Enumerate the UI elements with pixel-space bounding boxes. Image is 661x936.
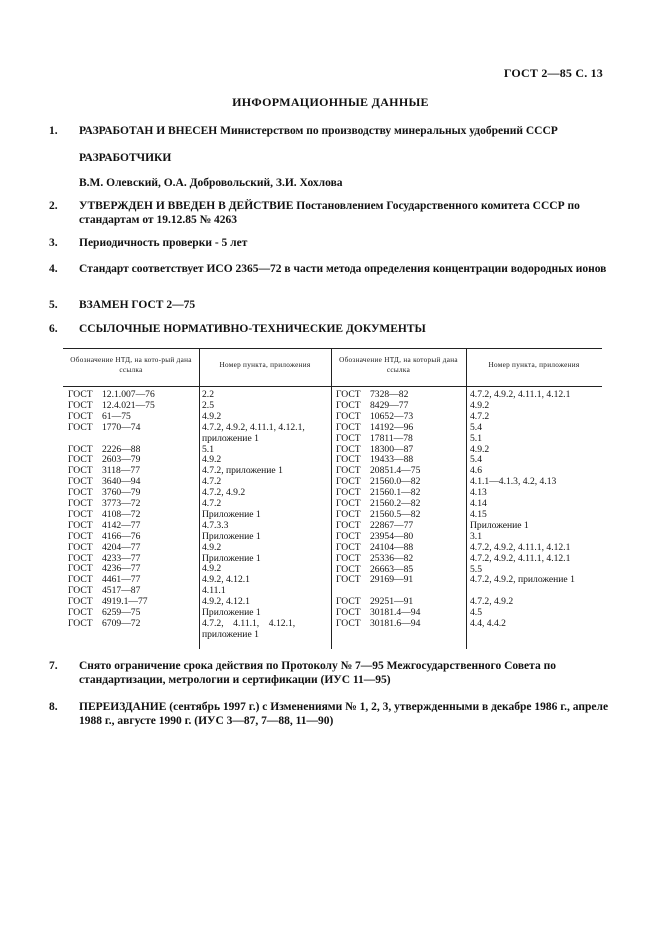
doc-number: 2603—79 bbox=[102, 454, 141, 466]
section-number: 1. bbox=[49, 125, 58, 137]
doc-number: 3640—94 bbox=[102, 476, 141, 488]
section-text: ВЗАМЕН ГОСТ 2—75 bbox=[79, 299, 196, 311]
doc-number: 2226—88 bbox=[102, 443, 141, 455]
doc-number: 19433—88 bbox=[370, 454, 414, 466]
doc-prefix: ГОСТ bbox=[68, 585, 93, 597]
table-row-clause: 4.7.2, 4.9.2 bbox=[202, 487, 246, 499]
doc-prefix: ГОСТ bbox=[336, 476, 361, 488]
doc-prefix: ГОСТ bbox=[68, 443, 93, 455]
table-row-clause: 4.9.2, 4.12.1 bbox=[202, 574, 250, 586]
doc-number: 3773—72 bbox=[102, 498, 141, 510]
column-divider bbox=[199, 349, 200, 649]
table-row-clause: Приложение 1 bbox=[202, 607, 261, 619]
header-doc-right: Обозначение НТД, на который дана ссылка bbox=[339, 356, 458, 374]
doc-number: 3760—79 bbox=[102, 487, 141, 499]
doc-number: 20851.4—75 bbox=[370, 465, 421, 477]
doc-prefix: ГОСТ bbox=[336, 389, 361, 400]
table-row-clause: 2.2 bbox=[202, 389, 214, 400]
section-number: 7. bbox=[49, 660, 58, 672]
table-row-clause: 4.11.1 bbox=[202, 585, 226, 597]
table-row-doc bbox=[336, 423, 464, 434]
doc-number: 4919.1—77 bbox=[102, 596, 148, 608]
table-row-doc bbox=[68, 619, 198, 641]
developers-label: РАЗРАБОТЧИКИ bbox=[79, 152, 172, 164]
table-row-clause: 4.7.2, 4.9.2, 4.11.1, 4.12.1 bbox=[470, 552, 571, 564]
doc-prefix: ГОСТ bbox=[336, 432, 361, 444]
section-text: РАЗРАБОТАН И ВНЕСЕН Министерством по производству минеральных удобрений СССР bbox=[79, 125, 558, 137]
table-row-doc bbox=[336, 619, 464, 630]
doc-prefix: ГОСТ bbox=[68, 596, 93, 608]
doc-prefix: ГОСТ bbox=[336, 618, 361, 630]
table-row-clause: 4.7.2, 4.9.2, приложение 1 bbox=[470, 574, 575, 586]
doc-prefix: ГОСТ bbox=[68, 563, 93, 575]
doc-prefix: ГОСТ bbox=[68, 618, 93, 630]
table-row-clause: 4.13 bbox=[470, 487, 487, 499]
header-clause-left: Номер пункта, приложения bbox=[219, 361, 311, 369]
table-row-clause: 3.1 bbox=[470, 530, 482, 542]
column-divider bbox=[466, 349, 467, 649]
doc-number: 1770—74 bbox=[102, 421, 141, 433]
section-6 bbox=[49, 322, 617, 336]
doc-number: 61—75 bbox=[102, 410, 131, 422]
doc-prefix: ГОСТ bbox=[336, 399, 361, 411]
doc-number: 4166—76 bbox=[102, 530, 141, 542]
doc-prefix: ГОСТ bbox=[68, 541, 93, 553]
page-title: ИНФОРМАЦИОННЫЕ ДАННЫЕ bbox=[232, 95, 429, 109]
doc-number: 4142—77 bbox=[102, 519, 141, 531]
table-row-clause: 5.1 bbox=[470, 432, 482, 444]
table-row-clause: Приложение 1 bbox=[470, 519, 529, 531]
column-divider bbox=[331, 349, 332, 649]
table-row-doc bbox=[68, 423, 198, 445]
page-header: ГОСТ 2—85 С. 13 bbox=[503, 66, 603, 80]
section-text: Снято ограничение срока действия по Протоколу № 7—95 Межгосударственного Совета по стандартизации, метрологии и сертификации (ИУС 11—95) bbox=[79, 660, 556, 686]
doc-number: 30181.6—94 bbox=[370, 618, 421, 630]
doc-number: 7328—82 bbox=[370, 389, 409, 400]
doc-number: 4233—77 bbox=[102, 552, 141, 564]
table-row-doc bbox=[68, 543, 198, 554]
doc-prefix: ГОСТ bbox=[336, 552, 361, 564]
doc-number: 18300—87 bbox=[370, 443, 414, 455]
doc-prefix: ГОСТ bbox=[68, 399, 93, 411]
developers-names: В.М. Олевский, О.А. Добровольский, З.И. Хохлова bbox=[79, 177, 343, 189]
doc-prefix: ГОСТ bbox=[68, 530, 93, 542]
table-row-clause: 4.7.2, 4.11.1, 4.12.1, приложение 1 bbox=[202, 618, 298, 640]
doc-number: 21560.1—82 bbox=[370, 487, 421, 499]
doc-prefix: ГОСТ bbox=[336, 508, 361, 520]
doc-number: 10652—73 bbox=[370, 410, 414, 422]
doc-prefix: ГОСТ bbox=[68, 476, 93, 488]
doc-number: 23954—80 bbox=[370, 530, 414, 542]
table-row-clause: 4.9.2 bbox=[202, 563, 222, 575]
table-row-clause: 4.5 bbox=[470, 607, 482, 619]
section-number: 6. bbox=[49, 323, 58, 335]
doc-prefix: ГОСТ bbox=[68, 519, 93, 531]
section-1 bbox=[49, 124, 617, 138]
doc-number: 6259—75 bbox=[102, 607, 141, 619]
section-2 bbox=[49, 199, 617, 227]
table-row-clause: 5.4 bbox=[470, 454, 482, 466]
table-row-clause: 4.7.3.3 bbox=[202, 519, 229, 531]
table-row-clause: Приложение 1 bbox=[202, 552, 261, 564]
section-number: 2. bbox=[49, 200, 58, 212]
doc-prefix: ГОСТ bbox=[336, 421, 361, 433]
doc-number: 4108—72 bbox=[102, 508, 141, 520]
section-3 bbox=[49, 236, 617, 250]
table-row-clause: 4.4, 4.4.2 bbox=[470, 618, 506, 630]
doc-prefix: ГОСТ bbox=[68, 508, 93, 520]
doc-number: 12.1.007—76 bbox=[102, 389, 155, 400]
table-row-clause: Приложение 1 bbox=[202, 530, 261, 542]
doc-number: 21560.5—82 bbox=[370, 508, 421, 520]
section-text: Стандарт соответствует ИСО 2365—72 в части метода определения концентрации водородных ионов bbox=[79, 263, 607, 275]
table-row-clause: 4.7.2, 4.9.2, 4.11.1, 4.12.1, приложение 1 bbox=[202, 421, 308, 444]
section-number: 4. bbox=[49, 263, 58, 275]
doc-prefix: ГОСТ bbox=[336, 454, 361, 466]
section-5 bbox=[49, 298, 617, 312]
table-row-doc bbox=[336, 575, 464, 597]
table-row-clause: 4.1.1—4.1.3, 4.2, 4.13 bbox=[470, 476, 557, 488]
section-text: ССЫЛОЧНЫЕ НОРМАТИВНО-ТЕХНИЧЕСКИЕ ДОКУМЕНТЫ bbox=[79, 323, 426, 335]
doc-prefix: ГОСТ bbox=[68, 389, 93, 400]
header-clause-right: Номер пункта, приложения bbox=[488, 361, 580, 369]
table-row-clause: 4.9.2, 4.12.1 bbox=[202, 596, 250, 608]
doc-prefix: ГОСТ bbox=[68, 498, 93, 510]
header-doc-left: Обозначение НТД, на кото-рый дана ссылка bbox=[70, 356, 192, 374]
doc-prefix: ГОСТ bbox=[336, 563, 361, 575]
section-8 bbox=[49, 700, 617, 728]
table-row-clause: 4.14 bbox=[470, 498, 487, 510]
right-clause-column bbox=[470, 390, 600, 630]
left-doc-column bbox=[68, 390, 198, 641]
table-row-clause: 4.9.2 bbox=[202, 454, 222, 466]
table-row-clause: 4.7.2, приложение 1 bbox=[202, 465, 283, 477]
doc-prefix: ГОСТ bbox=[336, 541, 361, 553]
doc-number: 6709—72 bbox=[102, 618, 141, 630]
references-table bbox=[63, 348, 602, 649]
doc-number: 29251—91 bbox=[370, 596, 414, 608]
section-4 bbox=[49, 262, 617, 276]
table-row-doc bbox=[336, 554, 464, 565]
doc-number: 4204—77 bbox=[102, 541, 141, 553]
section-text: Периодичность проверки - 5 лет bbox=[79, 237, 248, 249]
table-row-clause: 2.5 bbox=[202, 399, 214, 411]
doc-number: 4461—77 bbox=[102, 574, 141, 586]
section-number: 8. bbox=[49, 701, 58, 713]
doc-number: 24104—88 bbox=[370, 541, 414, 553]
doc-number: 14192—96 bbox=[370, 421, 414, 433]
table-row-clause: 4.7.2 bbox=[202, 476, 222, 488]
doc-prefix: ГОСТ bbox=[336, 443, 361, 455]
doc-number: 25336—82 bbox=[370, 552, 414, 564]
table-row-clause: 5.4 bbox=[470, 421, 482, 433]
table-row-clause: 4.15 bbox=[470, 508, 487, 520]
doc-prefix: ГОСТ bbox=[336, 410, 361, 422]
doc-number: 26663—85 bbox=[370, 563, 414, 575]
doc-number: 22867—77 bbox=[370, 519, 414, 531]
doc-prefix: ГОСТ bbox=[336, 519, 361, 531]
table-row-clause: 4.9.2 bbox=[202, 410, 222, 422]
table-row-clause: 4.9.2 bbox=[470, 443, 490, 455]
doc-prefix: ГОСТ bbox=[336, 574, 361, 586]
doc-prefix: ГОСТ bbox=[336, 465, 361, 477]
doc-number: 4236—77 bbox=[102, 563, 141, 575]
table-row-clause: 4.7.2, 4.9.2, 4.11.1, 4.12.1 bbox=[470, 389, 571, 400]
table-row-clause: 4.9.2 bbox=[202, 541, 222, 553]
section-number: 3. bbox=[49, 237, 58, 249]
table-row-clause: 4.7.2, 4.9.2 bbox=[470, 596, 514, 608]
doc-prefix: ГОСТ bbox=[336, 530, 361, 542]
doc-prefix: ГОСТ bbox=[68, 410, 93, 422]
doc-number: 21560.2—82 bbox=[370, 498, 421, 510]
doc-prefix: ГОСТ bbox=[336, 487, 361, 499]
section-number: 5. bbox=[49, 299, 58, 311]
table-row-clause: 4.7.2 bbox=[202, 498, 222, 510]
doc-number: 17811—78 bbox=[370, 432, 413, 444]
doc-prefix: ГОСТ bbox=[336, 607, 361, 619]
table-row-clause: Приложение 1 bbox=[202, 508, 261, 520]
section-text: УТВЕРЖДЕН И ВВЕДЕН В ДЕЙСТВИЕ Постановлением Государственного комитета СССР по стандартам от 19.12.85 № 4263 bbox=[79, 200, 580, 226]
table-row-doc bbox=[336, 434, 464, 445]
doc-number: 8429—77 bbox=[370, 399, 409, 411]
doc-number: 3118—77 bbox=[102, 465, 141, 477]
doc-number: 12.4.021—75 bbox=[102, 399, 155, 411]
doc-prefix: ГОСТ bbox=[68, 574, 93, 586]
doc-prefix: ГОСТ bbox=[68, 487, 93, 499]
doc-prefix: ГОСТ bbox=[68, 454, 93, 466]
table-row-clause: 4.7.2, 4.9.2, 4.11.1, 4.12.1 bbox=[470, 541, 571, 553]
doc-prefix: ГОСТ bbox=[68, 421, 93, 433]
table-row-clause: 4.7.2 bbox=[470, 410, 490, 422]
table-row-clause: 4.9.2 bbox=[470, 399, 490, 411]
doc-prefix: ГОСТ bbox=[68, 465, 93, 477]
doc-number: 30181.4—94 bbox=[370, 607, 421, 619]
table-row-clause: 5.1 bbox=[202, 443, 214, 455]
doc-number: 29169—91 bbox=[370, 574, 414, 586]
doc-number: 4517—87 bbox=[102, 585, 141, 597]
table-row-doc bbox=[336, 543, 464, 554]
right-doc-column bbox=[336, 390, 464, 630]
left-clause-column bbox=[202, 390, 328, 641]
section-text: ПЕРЕИЗДАНИЕ (сентябрь 1997 г.) с Изменениями № 1, 2, 3, утвержденными в декабре 1986 г., апреле 1988 г., августе 1990 г. (ИУС 3—87, 7—88, 11—90) bbox=[79, 701, 609, 727]
doc-prefix: ГОСТ bbox=[68, 552, 93, 564]
table-row-clause: 4.6 bbox=[470, 465, 482, 477]
doc-prefix: ГОСТ bbox=[336, 498, 361, 510]
doc-prefix: ГОСТ bbox=[336, 596, 361, 608]
doc-prefix: ГОСТ bbox=[68, 607, 93, 619]
section-7 bbox=[49, 659, 617, 687]
doc-number: 21560.0—82 bbox=[370, 476, 421, 488]
table-row-clause: 5.5 bbox=[470, 563, 482, 575]
